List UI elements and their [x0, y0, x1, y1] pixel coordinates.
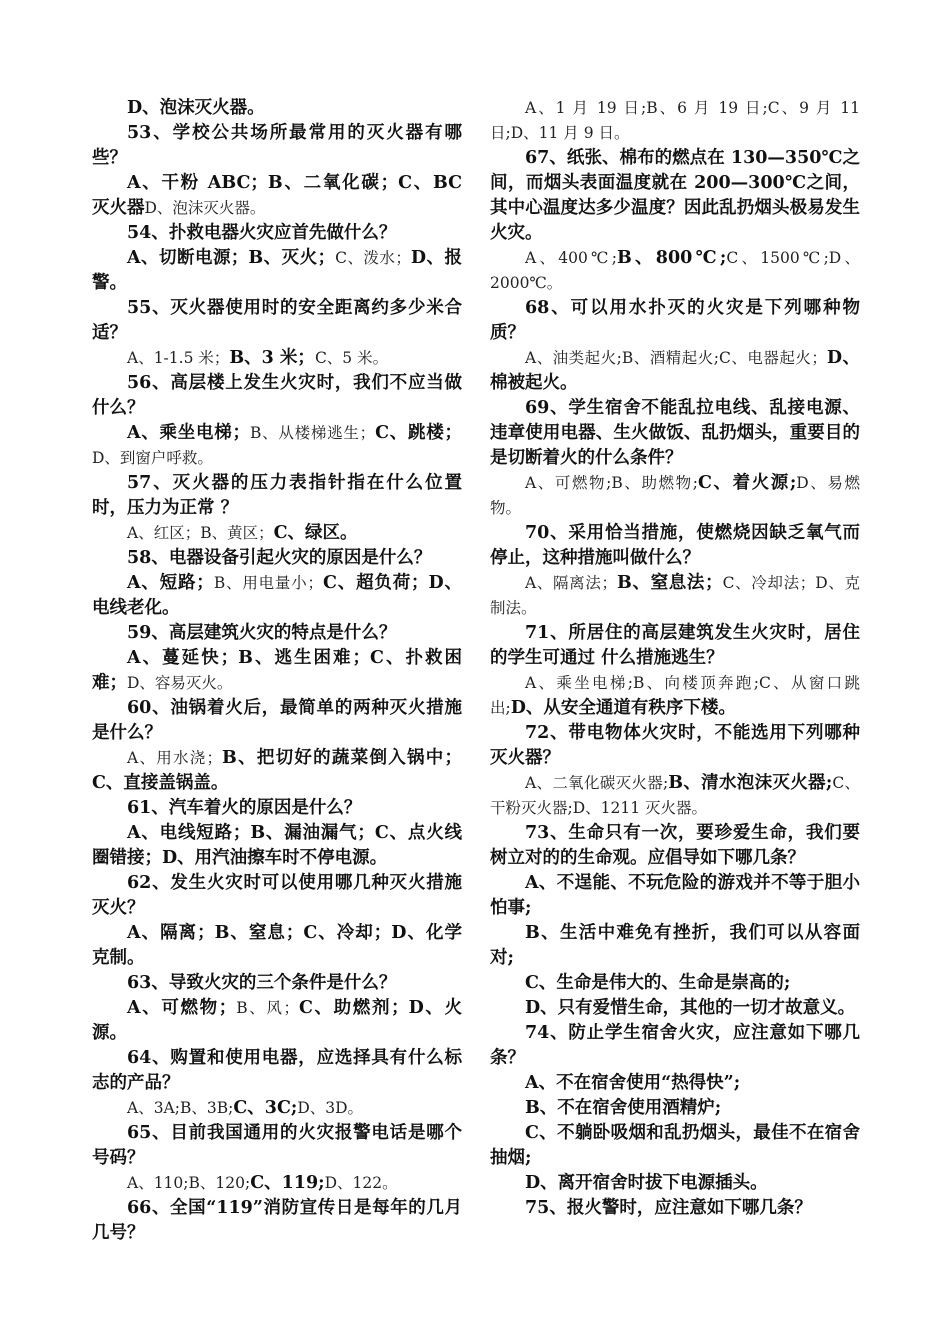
question-text: 59、高层建筑火灾的特点是什么？ [127, 623, 397, 643]
answer-option-bold: A、电线短路；B、漏油漏气；C、点火线圈错接；D、用汽油擦车时不停电源。 [92, 823, 462, 868]
question-text: 54、扑救电器火灾应首先做什么？ [127, 223, 397, 243]
answer-options [490, 921, 860, 971]
answer-option: B、从楼梯逃生； [250, 424, 376, 442]
answer-options [92, 571, 462, 621]
answer-option: A、乘坐电梯;B、向楼顶奔跑;C、从窗口跳出; [490, 674, 860, 717]
answer-options [490, 246, 860, 296]
answer-option-bold: A、短路； [127, 573, 214, 593]
answer-option-bold: A、可燃物； [127, 998, 237, 1018]
answer-option: D、泡沫灭火器。 [144, 199, 266, 217]
question-text: 68、可以用水扑灭的火灾是下列哪种物质？ [490, 298, 860, 343]
answer-option-bold: B、不在宿舍使用酒精炉; [525, 1098, 722, 1118]
question-text: 63、导致火灾的三个条件是什么？ [127, 973, 397, 993]
answer-option-bold: A、乘坐电梯； [127, 423, 251, 443]
answer-option-bold: A、隔离；B、窒息；C、冷却；D、化学克制。 [92, 923, 462, 968]
answer-option: A、3A;B、3B; [127, 1099, 234, 1117]
left-column [92, 96, 462, 1246]
answer-option-bold: C、超负荷；D、电线老化。 [92, 573, 462, 618]
answer-option-bold: D、泡沫灭火器。 [127, 98, 265, 118]
answer-options [490, 471, 860, 521]
answer-options [92, 746, 462, 796]
question-text: 61、汽车着火的原因是什么？ [127, 798, 362, 818]
answer-option-bold: A、切断电源；B、灭火； [127, 248, 336, 268]
answer-option-bold: A、不在宿舍使用“热得快”; [525, 1073, 741, 1093]
answer-option: D、到窗户呼救。 [92, 449, 213, 467]
question-text: 70、采用恰当措施，使燃烧因缺乏氧气而停止，这种措施叫做什么？ [490, 523, 860, 568]
question-text: 57、灭火器的压力表指针指在什么位置时，压力为正常 ？ [92, 473, 462, 518]
answer-options [490, 571, 860, 621]
answer-options [92, 921, 462, 971]
answer-options [92, 421, 462, 471]
answer-option: A、红区；B、黄区； [127, 524, 274, 542]
answer-options [92, 1171, 462, 1196]
question-text: 64、购置和使用电器，应选择具有什么标志的产品？ [92, 1048, 462, 1093]
answer-option-bold: C、绿区。 [273, 523, 358, 543]
answer-option-bold: B、800℃; [616, 248, 727, 268]
question-text: 69、学生宿舍不能乱拉电线、乱接电源、违章使用电器、生火做饭、乱扔烟头，重要目的是切断着火的什么条件？ [490, 398, 860, 468]
question-text: 72、带电物体火灾时，不能选用下列哪种灭火器？ [490, 723, 860, 768]
answer-option-bold: C、3C; [233, 1098, 298, 1118]
answer-options [92, 521, 462, 546]
answer-option: C、泼水； [335, 249, 411, 267]
question-text: 56、高层楼上发生火灾时，我们不应当做什么？ [92, 373, 462, 418]
answer-option-bold: D、棉被起火。 [490, 348, 860, 393]
answer-options [92, 821, 462, 871]
answer-option: A、1 月 19 日;B、6 月 19 日;C、9 月 11 日;D、11 月 9 日。 [490, 99, 860, 142]
answer-option: A、油类起火;B、酒精起火;C、电器起火； [525, 349, 827, 367]
answer-option: A、110;B、120; [127, 1174, 251, 1192]
answer-option: D、易燃物。 [490, 474, 860, 517]
question-text: 58、电器设备引起火灾的原因是什么？ [127, 548, 432, 568]
answer-options [92, 346, 462, 371]
answer-options [490, 96, 860, 146]
answer-options [92, 96, 462, 121]
question-text: 60、油锅着火后，最简单的两种灭火措施是什么？ [92, 698, 462, 743]
answer-options [490, 771, 860, 821]
answer-options [490, 671, 860, 721]
question-text: 65、目前我国通用的火灾报警电话是哪个号码？ [92, 1123, 462, 1168]
answer-option-bold: A、干粉 ABC；B、二氧化碳；C、BC 灭火器 [92, 173, 462, 218]
question-text: 55、灭火器使用时的安全距离约多少米合适？ [92, 298, 462, 343]
answer-option: D、122。 [324, 1174, 398, 1192]
question-text: 75、报火警时，应注意如下哪几条？ [525, 1198, 812, 1218]
answer-option-bold: C、生命是伟大的、生命是崇高的; [525, 973, 791, 993]
answer-options [490, 346, 860, 396]
answer-option-bold: B、生活中难免有挫折，我们可以从容面对; [490, 923, 860, 968]
right-column [490, 96, 860, 1221]
answer-option-bold: D、报警。 [92, 248, 462, 293]
question-text: 62、发生火灾时可以使用哪几种灭火措施灭火？ [92, 873, 462, 918]
question-text: 73、生命只有一次，要珍爱生命，我们要树立对的的生命观。应倡导如下哪几条？ [490, 823, 860, 868]
answer-options [92, 646, 462, 696]
answer-option: A、二氧化碳灭火器; [525, 774, 669, 792]
question-text: 53、学校公共场所最常用的灭火器有哪些？ [92, 123, 462, 168]
answer-options [490, 996, 860, 1021]
answer-options [490, 1171, 860, 1196]
answer-option: D、3D。 [297, 1099, 364, 1117]
answer-options [490, 871, 860, 921]
answer-option: A、可燃物;B、助燃物; [525, 474, 698, 492]
answer-option: C、干粉灭火器;D、1211 灭火器。 [490, 774, 860, 817]
answer-option-bold: D、从安全通道有秩序下楼。 [510, 698, 736, 718]
answer-options [92, 246, 462, 296]
answer-options [490, 1071, 860, 1096]
answer-option-bold: A、蔓延快；B、逃生困难；C、扑救困难； [92, 648, 462, 693]
answer-options [92, 996, 462, 1046]
answer-option: C、冷却法；D、克制法。 [490, 574, 860, 617]
answer-option-bold: B、3 米； [229, 348, 315, 368]
answer-option-bold: C、着火源; [697, 473, 797, 493]
answer-options [490, 1096, 860, 1121]
answer-option: A、1-1.5 米； [127, 349, 230, 367]
answer-options [490, 1121, 860, 1171]
answer-options [490, 971, 860, 996]
answer-option-bold: B、把切好的蔬菜倒入锅中；C、直接盖锅盖。 [92, 748, 462, 793]
answer-option: A、400℃; [525, 249, 617, 267]
answer-option-bold: D、只有爱惜生命，其他的一切才故意义。 [525, 998, 856, 1018]
answer-option-bold: D、离开宿舍时拔下电源插头。 [525, 1173, 768, 1193]
answer-option-bold: B、窒息法； [617, 573, 723, 593]
answer-option-bold: A、不逞能、不玩危险的游戏并不等于胆小怕事; [490, 873, 860, 918]
answer-option-bold: B、清水泡沫灭火器; [668, 773, 833, 793]
answer-option: B、风； [236, 999, 299, 1017]
answer-option-bold: C、跳楼； [375, 423, 462, 443]
answer-option: C、5 米。 [314, 349, 389, 367]
answer-options [92, 1096, 462, 1121]
answer-option: B、用电量小； [213, 574, 324, 592]
question-text: 67、纸张、棉布的燃点在 130—350℃之间，而烟头表面温度就在 200—300℃之间，其中心温度达多少温度？因此乱扔烟头极易发生火灾。 [490, 148, 860, 243]
answer-option-bold: C、119; [250, 1173, 325, 1193]
answer-option-bold: C、不躺卧吸烟和乱扔烟头，最佳不在宿舍抽烟; [490, 1123, 860, 1168]
answer-option: D、容易灭火。 [127, 674, 233, 692]
question-text: 71、所居住的高层建筑发生火灾时，居住的学生可通过 什么措施逃生？ [490, 623, 860, 668]
answer-option: C、1500℃;D、2000℃。 [490, 249, 861, 292]
answer-options [92, 171, 462, 221]
answer-option: A、用水浇； [127, 749, 223, 767]
question-text: 66、全国“119”消防宣传日是每年的几月几号？ [92, 1198, 462, 1243]
answer-option-bold: C、助燃剂；D、火源。 [92, 998, 463, 1043]
answer-option: A、隔离法； [525, 574, 617, 592]
question-text: 74、防止学生宿舍火灾，应注意如下哪几条？ [490, 1023, 860, 1068]
